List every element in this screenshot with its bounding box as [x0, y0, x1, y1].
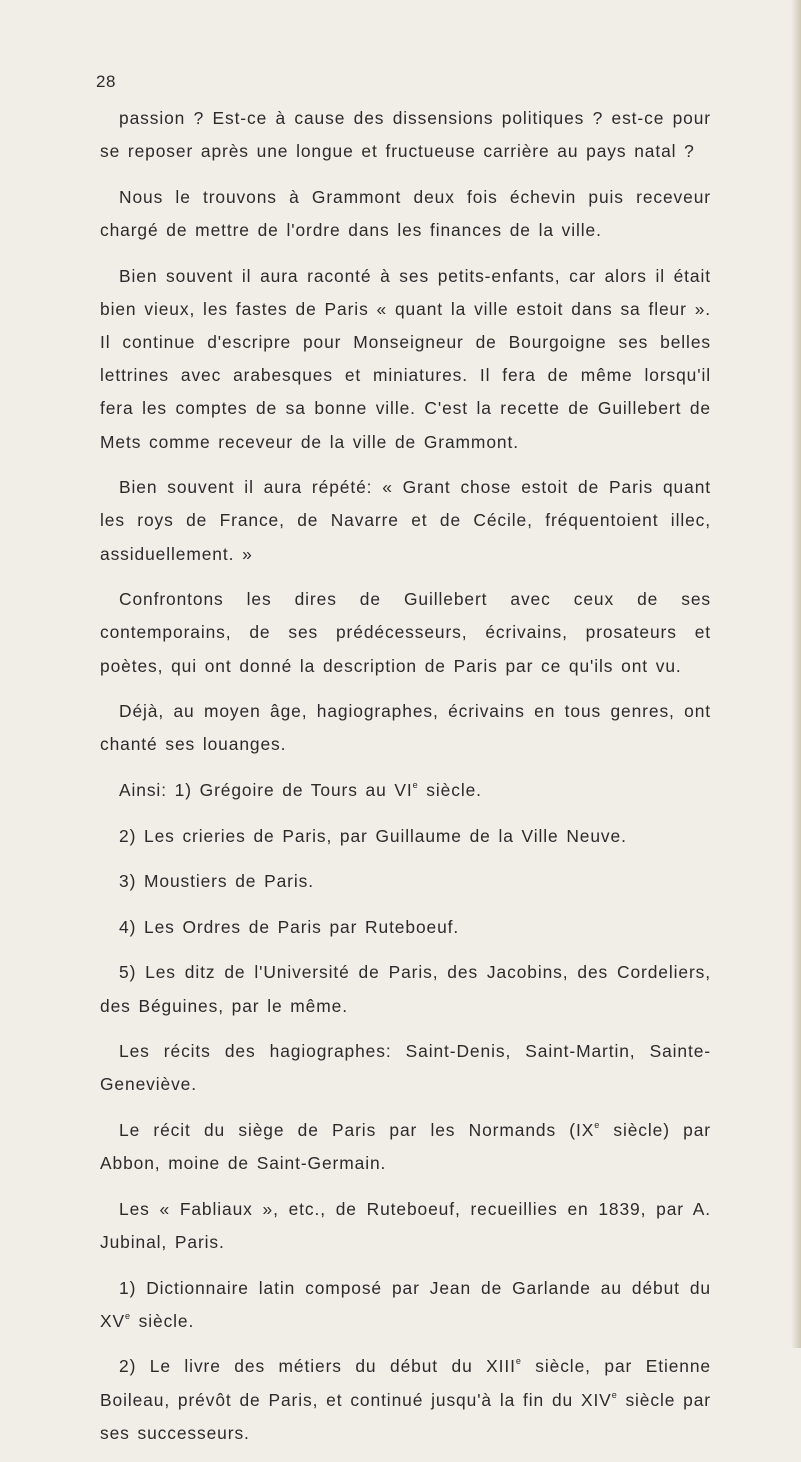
text-segment: 1) Dictionnaire latin composé par Jean de Garlande au début du XV [100, 1277, 711, 1331]
text-segment: siècle) par Abbon, moine de Saint-Germain. [100, 1119, 711, 1174]
paragraph-11: 5) Les ditz de l'Université de Paris, des Jacobins, des Cordeliers, des Béguines, par le même. [100, 962, 711, 1016]
paragraph-8: 2) Les crieries de Paris, par Guillaume de la Ville Neuve. [119, 825, 627, 846]
text-segment: siècle. [418, 780, 482, 800]
body-text [100, 102, 711, 1462]
paragraph-12: Les récits des hagiographes: Saint-Denis, Saint-Martin, Sainte-Geneviève. [100, 1041, 711, 1095]
paragraph-4: Bien souvent il aura répété: « Grant chose estoit de Paris quant les roys de France, de Navarre et de Cécile, fréquentoient illec, assiduellement. » [100, 477, 711, 564]
paragraph-6: Déjà, au moyen âge, hagiographes, écrivains en tous genres, ont chanté ses louanges. [100, 701, 711, 755]
text-segment: siècle par ses successeurs. [100, 1389, 711, 1443]
page-number: 28 [96, 72, 116, 91]
paragraph-1: passion ? Est-ce à cause des dissensions politiques ? est-ce pour se reposer après une longue et fructueuse carrière au pays natal ? [100, 108, 711, 162]
superscript: e [611, 1389, 618, 1400]
text-segment: 2) Le livre des métiers du début du XIII [119, 1356, 516, 1377]
paragraph-10: 4) Les Ordres de Paris par Ruteboeuf. [119, 916, 460, 937]
paragraph-16 [100, 1350, 711, 1450]
text-segment: Le récit du siège de Paris par les Normands (IX [119, 1119, 595, 1140]
paragraph-5: Confrontons les dires de Guillebert avec ceux de ses contemporains, de ses prédécesseurs, écrivains, prosateurs et poètes, qui ont donné la description de Paris par ce qu'ils ont vu. [100, 589, 711, 676]
text-segment: siècle. [130, 1310, 195, 1331]
paragraph-7 [100, 774, 711, 807]
superscript: e [125, 1310, 131, 1321]
paragraph-3: Bien souvent il aura raconté à ses petits-enfants, car alors il était bien vieux, les fastes de Paris « quant la ville estoit dans sa fleur ». Il continue d'escripre pour Monseigneur de Bourgoigne ses belles lettrines avec arabesques et miniatures. Il fera de même lorsqu'il fera les comptes de sa bonne ville. C'est la recette de Guillebert de Mets comme receveur de la ville de Grammont. [100, 265, 711, 452]
text-segment: siècle, par Etienne Boileau, prévôt de Paris, et continué jusqu'à la fin du XIV [100, 1356, 712, 1410]
paragraph-2: Nous le trouvons à Grammont deux fois échevin puis receveur chargé de mettre de l'ordre dans les finances de la ville. [100, 186, 711, 240]
superscript: e [594, 1119, 601, 1130]
paragraph-15 [100, 1272, 711, 1338]
page-edge-shadow [791, 0, 801, 1348]
text-segment: Ainsi: 1) Grégoire de Tours au VI [119, 780, 413, 800]
paragraph-14: Les « Fabliaux », etc., de Ruteboeuf, recueillies en 1839, par A. Jubinal, Paris. [100, 1198, 711, 1252]
superscript: e [515, 1356, 522, 1367]
paragraph-13 [100, 1114, 711, 1180]
paragraph-9: 3) Moustiers de Paris. [119, 871, 314, 892]
superscript: e [412, 780, 419, 790]
